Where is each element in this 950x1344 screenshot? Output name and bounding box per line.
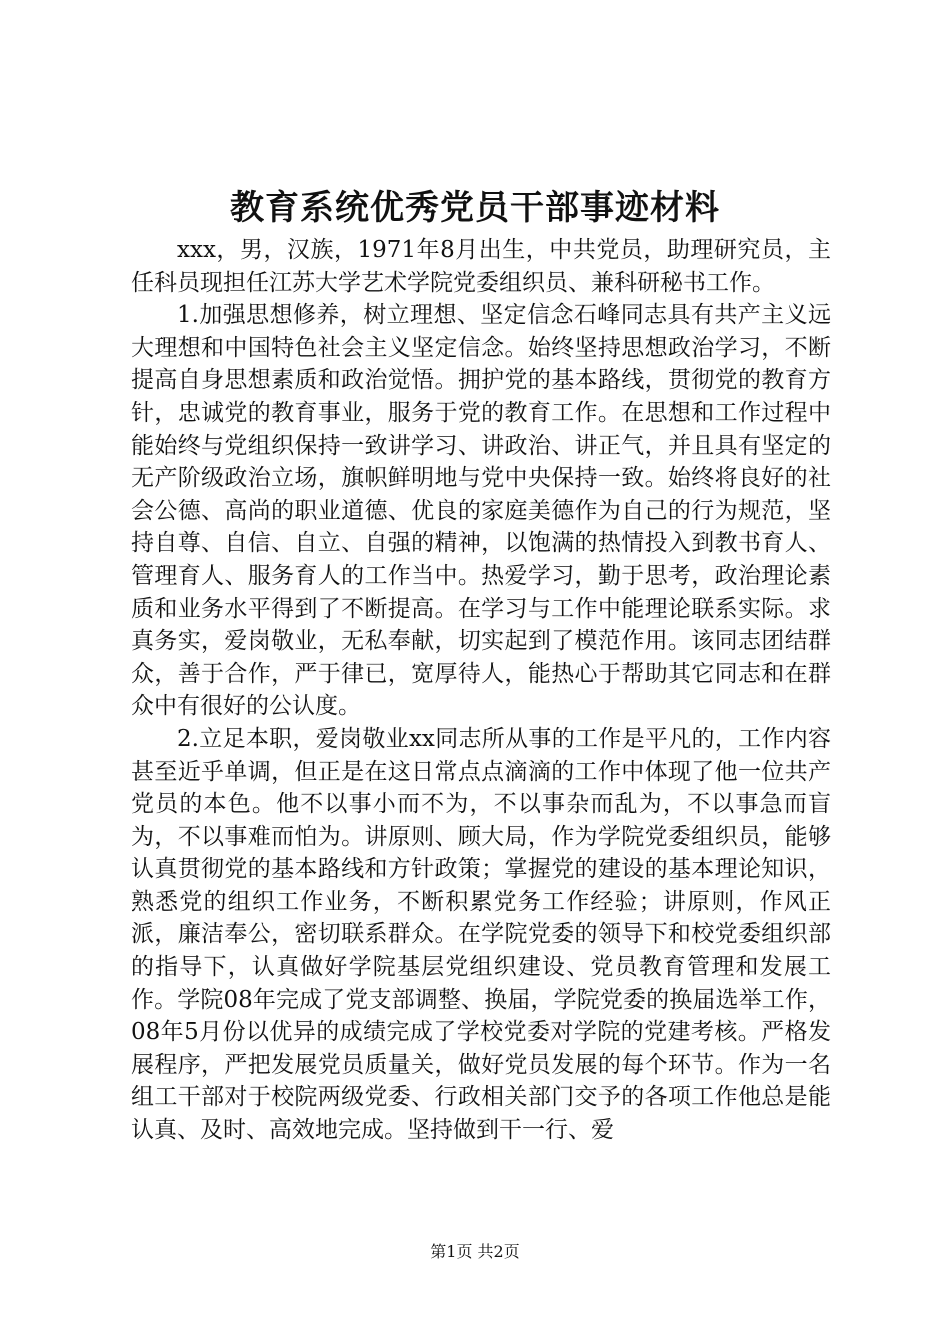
document-body <box>131 234 831 1147</box>
document-title: 教育系统优秀党员干部事迹材料 <box>230 188 720 228</box>
paragraph-section-2: 2.立足本职，爱岗敬业xx同志所从事的工作是平凡的，工作内容甚至近乎单调，但正是在这日常点点滴滴的工作中体现了他一位共产党员的本色。他不以事小而不为，不以事杂而乱为，不以事急而盲为，不以事难而怕为。讲原则、顾大局，作为学院党委组织员，能够认真贯彻党的基本路线和方针政策；掌握党的建设的基本理论知识，熟悉党的组织工作业务，不断积累党务工作经验；讲原则，作风正派，廉洁奉公，密切联系群众。在学院党委的领导下和校党委组织部的指导下，认真做好学院基层党组织建设、党员教育管理和发展工作。学院08年完成了党支部调整、换届，学院党委的换届选举工作，08年5月份以优异的成绩完成了学校党委对学院的党建考核。严格发展程序，严把发展党员质量关，做好党员发展的每个环节。作为一名组工干部对于校院两级党委、行政相关部门交予的各项工作他总是能认真、及时、高效地完成。坚持做到干一行、爱 <box>131 725 831 1144</box>
paragraph-intro: xxx，男，汉族，1971年8月出生，中共党员，助理研究员，主任科员现担任江苏大学艺术学院党委组织员、兼科研秘书工作。 <box>131 237 831 296</box>
paragraph-section-1: 1.加强思想修养，树立理想、坚定信念石峰同志具有共产主义远大理想和中国特色社会主义坚定信念。始终坚持思想政治学习，不断提高自身思想素质和政治觉悟。拥护党的基本路线，贯彻党的教育方针，忠诚党的教育事业，服务于党的教育工作。在思想和工作过程中能始终与党组织保持一致讲学习、讲政治、讲正气，并且具有坚定的无产阶级政治立场，旗帜鲜明地与党中央保持一致。始终将良好的社会公德、高尚的职业道德、优良的家庭美德作为自己的行为规范，坚持自尊、自信、自立、自强的精神，以饱满的热情投入到教书育人、管理育人、服务育人的工作当中。热爱学习，勤于思考，政治理论素质和业务水平得到了不断提高。在学习与工作中能理论联系实际。求真务实，爱岗敬业，无私奉献，切实起到了模范作用。该同志团结群众，善于合作，严于律已，宽厚待人，能热心于帮助其它同志和在群众中有很好的公认度。 <box>131 302 831 720</box>
page-number-footer: 第1页 共2页 <box>430 1242 520 1261</box>
